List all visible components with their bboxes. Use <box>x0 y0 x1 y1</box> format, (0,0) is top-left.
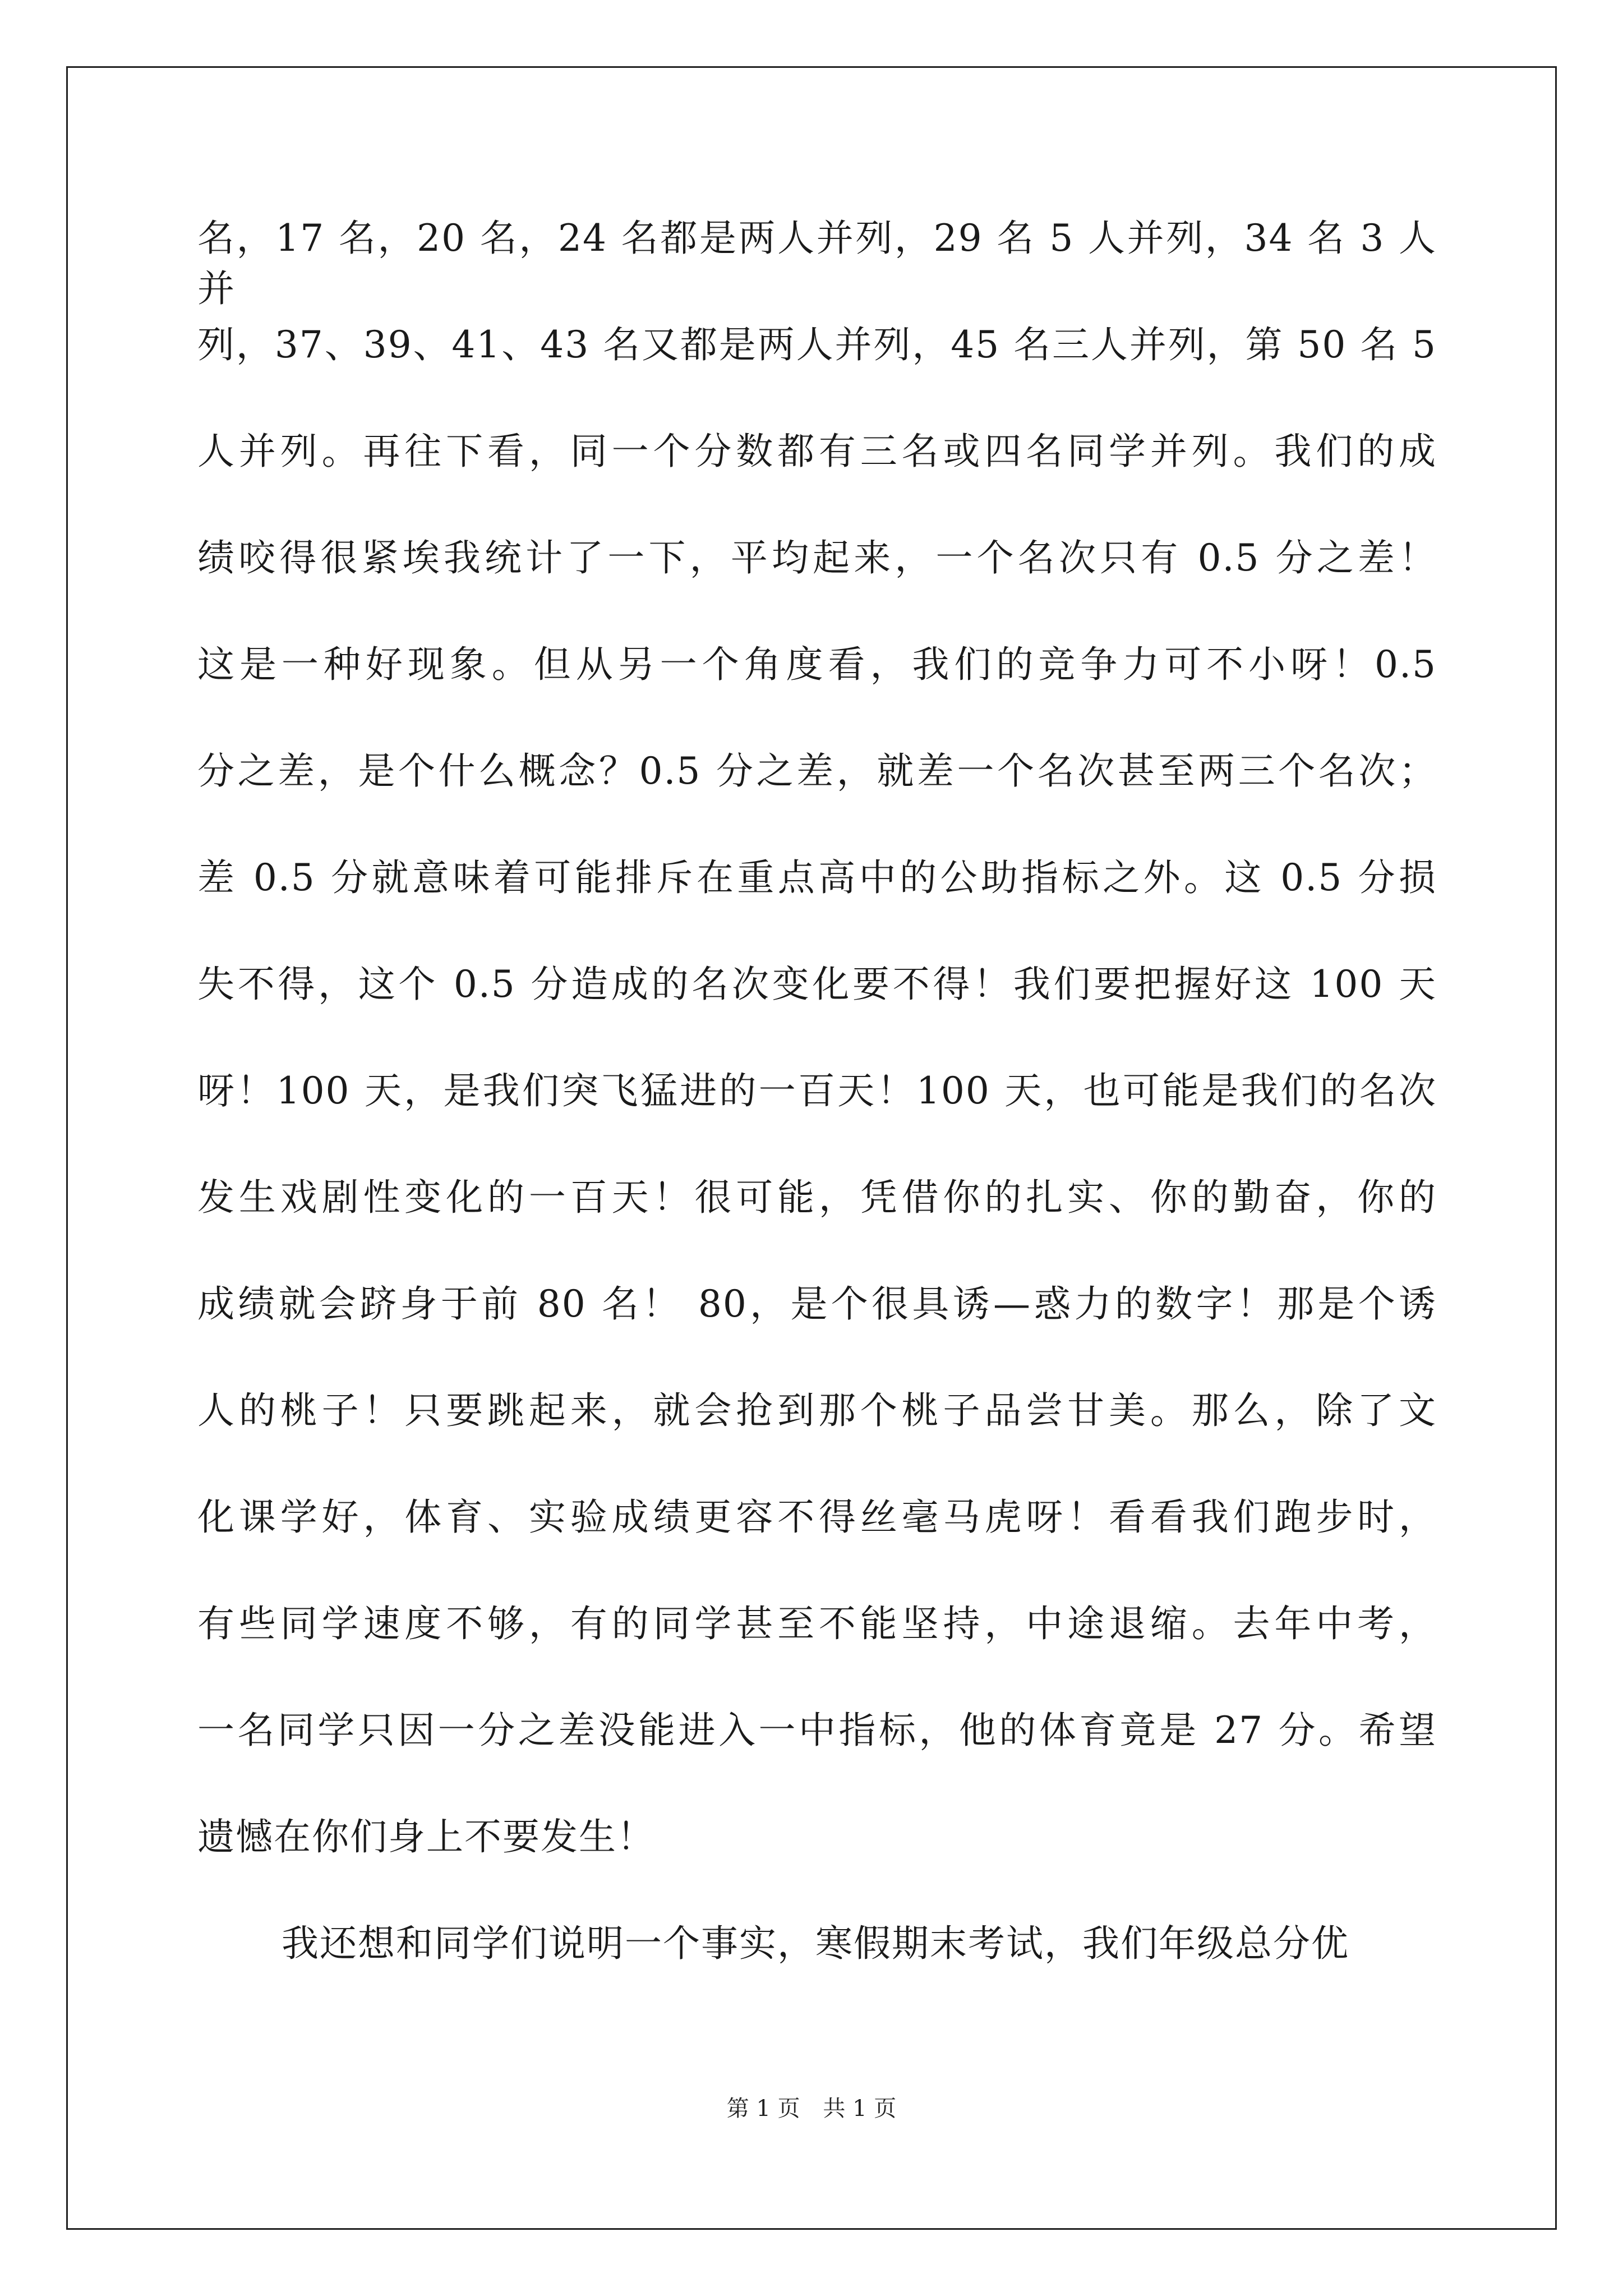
text-line: 失不得，这个 0.5 分造成的名次变化要不得！我们要把握好这 100 天 <box>197 963 1437 1006</box>
text-line: 名，17 名，20 名，24 名都是两人并列，29 名 5 人并列，34 名 3 人并 <box>197 217 1437 310</box>
text-line: 成绩就会跻身于前 80 名！ 80，是个很具诱—惑力的数字！那是个诱 <box>197 1282 1437 1326</box>
text-line: 差 0.5 分就意味着可能排斥在重点高中的公助指标之外。这 0.5 分损 <box>197 856 1437 899</box>
text-line: 化课学好，体育、实验成绩更容不得丝毫马虎呀！看看我们跑步时， <box>197 1496 1437 1539</box>
text-line: 这是一种好现象。但从另一个角度看，我们的竞争力可不小呀！0.5 <box>197 643 1437 686</box>
text-line: 一名同学只因一分之差没能进入一中指标，他的体育竟是 27 分。希望 <box>197 1709 1437 1752</box>
page-footer <box>0 2095 1623 2123</box>
paragraph-first-line: 我还想和同学们说明一个事实，寒假期末考试，我们年级总分优 <box>282 1922 1349 1965</box>
text-line: 发生戏剧性变化的一百天！很可能，凭借你的扎实、你的勤奋，你的 <box>197 1176 1437 1219</box>
page-total: 共 1 页 <box>823 2096 897 2122</box>
page-border <box>66 66 1557 2230</box>
text-line: 人的桃子！只要跳起来，就会抢到那个桃子品尝甘美。那么，除了文 <box>197 1389 1437 1432</box>
text-line: 列，37、39、41、43 名又都是两人并列，45 名三人并列，第 50 名 5 <box>197 323 1437 366</box>
text-line: 有些同学速度不够，有的同学甚至不能坚持，中途退缩。去年中考， <box>197 1602 1437 1645</box>
text-line: 遗憾在你们身上不要发生！ <box>197 1815 655 1858</box>
text-line: 分之差，是个什么概念？0.5 分之差，就差一个名次甚至两三个名次； <box>197 749 1437 793</box>
text-line: 绩咬得很紧埃我统计了一下，平均起来，一个名次只有 0.5 分之差！ <box>197 536 1437 579</box>
text-line: 人并列。再往下看，同一个分数都有三名或四名同学并列。我们的成 <box>197 430 1437 473</box>
page-number: 第 1 页 <box>726 2096 800 2122</box>
text-line: 呀！100 天，是我们突飞猛进的一百天！100 天，也可能是我们的名次 <box>197 1069 1437 1112</box>
